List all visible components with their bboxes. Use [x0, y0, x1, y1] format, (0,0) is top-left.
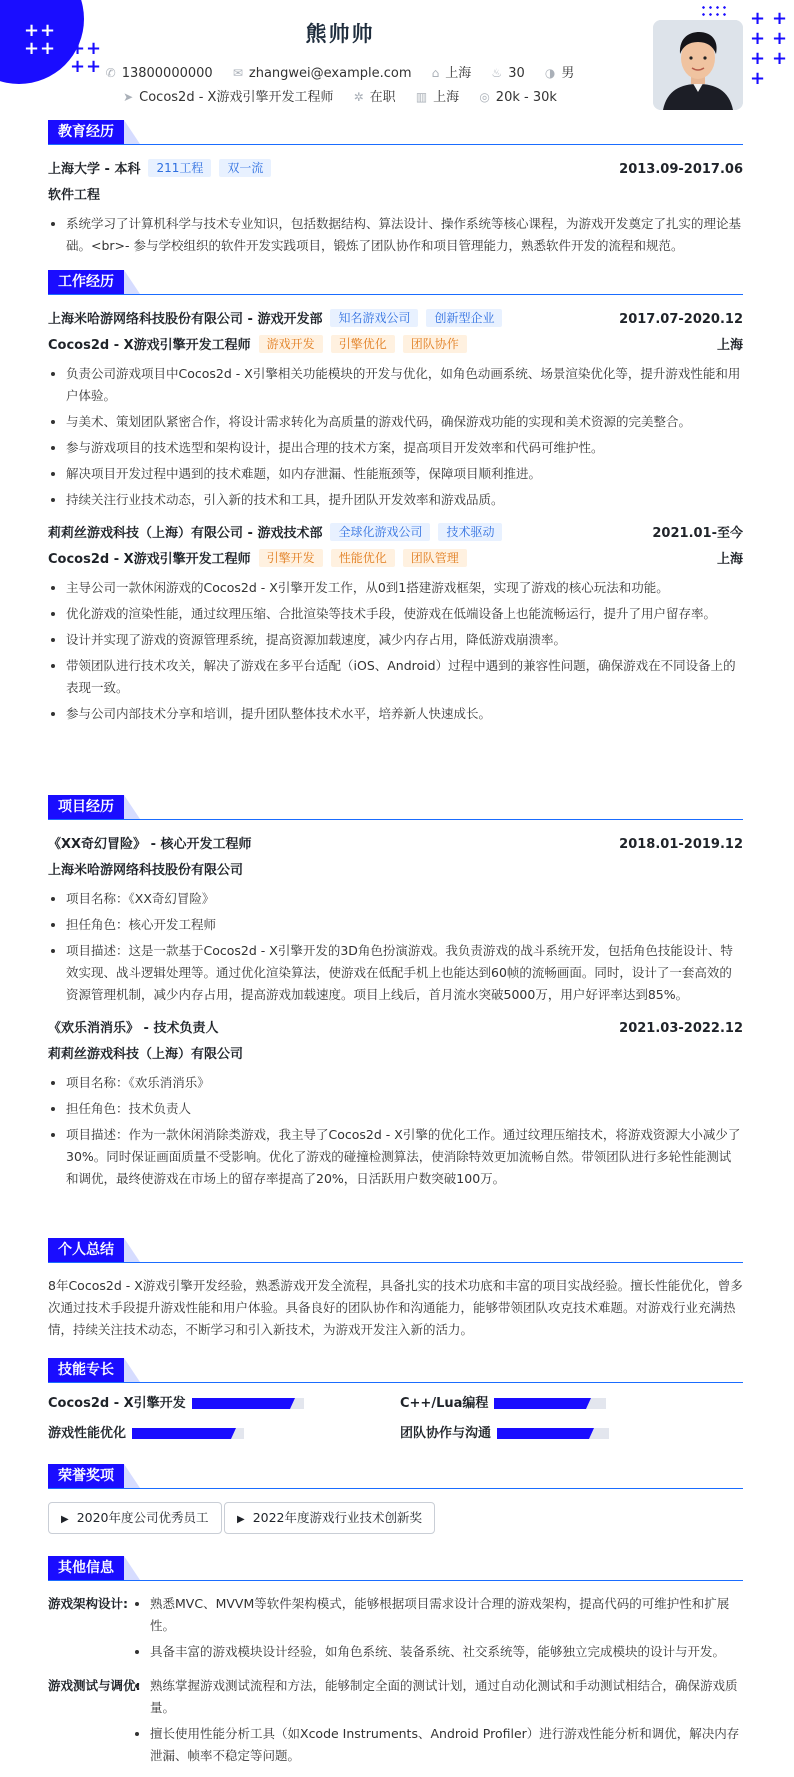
list-item: • 主导公司一款休闲游戏的Cocos2d - X引擎开发工作，从0到1搭建游戏框架，实现了游戏的核心玩法和功能。	[66, 577, 743, 599]
skill-name: 游戏性能优化	[48, 1426, 127, 1441]
plus-icon: +	[24, 20, 40, 41]
phone-text: 13800000000	[121, 66, 213, 81]
job-location: 上海	[716, 338, 743, 353]
role-line	[48, 549, 467, 571]
list-item: • 担任角色：技术负责人	[66, 1098, 743, 1120]
summary-title: 个人总结	[48, 1238, 124, 1262]
project-name: 《欢乐消消乐》 - 技术负责人	[48, 1021, 219, 1036]
company-line	[48, 523, 502, 545]
skills-title: 技能专长	[48, 1358, 124, 1382]
other-group-label: 游戏测试与调优:	[48, 1678, 141, 1693]
other-group-list	[132, 1675, 743, 1767]
school-name: 上海大学 - 本科	[48, 162, 141, 177]
phone-item	[106, 66, 213, 81]
plus-icon: +	[86, 56, 102, 77]
other-header	[48, 1556, 743, 1581]
avatar-photo	[653, 20, 743, 110]
other-group-label: 游戏架构设计:	[48, 1596, 128, 1611]
project-entry	[48, 1018, 743, 1190]
plus-icon: +	[40, 38, 56, 59]
triangle-icon: ▶	[61, 1514, 69, 1525]
company-row	[48, 309, 743, 331]
list-item: • 解决项目开发过程中遇到的技术难题，如内存泄漏、性能瓶颈等，保障项目顺利推进。	[66, 463, 743, 485]
plus-icon: +	[772, 8, 788, 29]
role-line	[48, 335, 467, 357]
plus-icon: +	[772, 28, 788, 49]
mail-icon: ✉	[232, 66, 243, 80]
project-row	[48, 1018, 743, 1040]
school-tag: 211工程	[148, 159, 211, 177]
work-header	[48, 270, 743, 295]
plus-icon: +	[750, 48, 766, 69]
list-item: • 具备丰富的游戏模块设计经验，如角色系统、装备系统、社交系统等，能够独立完成模块的设计与开发。	[150, 1641, 743, 1663]
list-item: • 负责公司游戏项目中Cocos2d - X引擎相关功能模块的开发与优化，如角色动画系统、场景渲染优化等，提升游戏性能和用户体验。	[66, 363, 743, 407]
job-duty-list	[48, 363, 743, 511]
plus-icon: +	[40, 20, 56, 41]
role-row	[48, 549, 743, 571]
skill-name: Cocos2d - X引擎开发	[48, 1396, 186, 1411]
skill-item	[400, 1424, 609, 1444]
company-line	[48, 309, 502, 331]
plus-icon: +	[24, 38, 40, 59]
role-tag: 团队管理	[403, 549, 467, 567]
skill-name: C++/Lua编程	[400, 1396, 489, 1411]
plus-icon: +	[750, 68, 766, 89]
plus-icon: +	[70, 38, 86, 59]
project-company: 莉莉丝游戏科技（上海）有限公司	[48, 1047, 244, 1062]
skills-section	[48, 1358, 743, 1458]
award-text: 2020年度公司优秀员工	[76, 1510, 209, 1525]
list-item: • 持续关注行业技术动态，引入新的技术和工具，提升团队开发效率和游戏品质。	[66, 489, 743, 511]
project-row	[48, 834, 743, 856]
list-item: • 项目名称：《XX奇幻冒险》	[66, 888, 743, 910]
plus-icon: +	[70, 56, 86, 77]
list-item: • 设计并实现了游戏的资源管理系统，提高资源加载速度，减少内存占用，降低游戏崩溃率。	[66, 629, 743, 651]
award-item	[224, 1502, 435, 1534]
project-entry	[48, 834, 743, 1006]
school-tag: 双一流	[219, 159, 271, 177]
company-tag: 全球化游戏公司	[330, 523, 430, 541]
project-name: 《XX奇幻冒险》 - 核心开发工程师	[48, 837, 252, 852]
email-text: zhangwei@example.com	[248, 66, 412, 81]
plus-icon: +	[750, 8, 766, 29]
phone-icon: ✆	[105, 66, 116, 80]
job-entry	[48, 309, 743, 511]
major-row	[48, 185, 743, 207]
work-title: 工作经历	[48, 270, 124, 294]
gender-item	[545, 62, 575, 81]
education-header	[48, 120, 743, 145]
contact-row	[0, 62, 680, 81]
skill-name: 团队协作与沟通	[400, 1426, 492, 1441]
education-section	[48, 120, 743, 261]
salary-item	[479, 90, 557, 105]
skill-item	[48, 1424, 244, 1444]
education-title: 教育经历	[48, 120, 124, 144]
project-detail-list	[48, 1072, 743, 1190]
building-icon: ▥	[415, 90, 428, 104]
role-tag: 性能优化	[331, 549, 395, 567]
plus-icon: +	[86, 38, 102, 59]
job-period: 2021.01-至今	[652, 526, 743, 541]
company-row	[48, 523, 743, 545]
job-period: 2017.07-2020.12	[619, 312, 743, 327]
skill-item	[400, 1394, 606, 1414]
city-text: 上海	[445, 66, 472, 81]
home-icon: ⌂	[431, 66, 440, 80]
list-item: • 担任角色：核心开发工程师	[66, 914, 743, 936]
school-line	[48, 159, 271, 181]
target-city-item	[416, 86, 459, 105]
company-tag: 知名游戏公司	[330, 309, 418, 327]
awards-section	[48, 1464, 743, 1544]
project-company: 上海米哈游网络科技股份有限公司	[48, 863, 244, 878]
email-item	[233, 66, 412, 81]
status-text: 在职	[369, 90, 396, 105]
other-title: 其他信息	[48, 1556, 124, 1580]
cake-icon: ♨	[491, 66, 503, 80]
list-item: • 擅长使用性能分析工具（如Xcode Instruments、Android Profiler）进行游戏性能分析和调优，解决内存泄漏、帧率不稳定等问题。	[150, 1723, 743, 1767]
summary-text: 8年Cocos2d - X游戏引擎开发经验，熟悉游戏开发全流程，具备扎实的技术功底和丰富的项目实战经验。擅长性能优化，曾多次通过技术手段提升游戏性能和用户体验。具备良好的团队协作和沟通能力，能够带领团队攻克技术难题。对游戏行业充满热情，持续关注技术动态，不断学习和引入新技术，为游戏开发注入新的活力。	[48, 1278, 743, 1337]
list-item: • 参与公司内部技术分享和培训，提升团队整体技术水平，培养新人快速成长。	[66, 703, 743, 725]
send-icon: ➤	[123, 90, 134, 104]
list-item: • 熟练掌握游戏测试流程和方法，能够制定全面的测试计划，通过自动化测试和手动测试相结合，确保游戏质量。	[150, 1675, 743, 1719]
project-period: 2018.01-2019.12	[619, 837, 743, 852]
project-company-row	[48, 860, 743, 882]
list-item: • 项目描述：这是一款基于Cocos2d - X引擎开发的3D角色扮演游戏。我负责游戏的战斗系统开发，包括角色技能设计、特效实现、战斗逻辑处理等。通过优化渲染算法，使游戏在低配手机上也能达到60帧的流畅画面。同时，设计了一套高效的资源管理机制，减少内存占用，提高游戏加载速度。项目上线后，首月流水突破5000万，用户好评率达到85%。	[66, 940, 743, 1006]
skill-bar	[494, 1398, 606, 1409]
awards-title: 荣誉奖项	[48, 1464, 124, 1488]
company-name: 莉莉丝游戏科技（上海）有限公司 - 游戏技术部	[48, 526, 323, 541]
plus-icon: +	[750, 28, 766, 49]
list-item: • 优化游戏的渲染性能，通过纹理压缩、合批渲染等技术手段，使游戏在低端设备上也能流畅运行，提升了用户留存率。	[66, 603, 743, 625]
list-item: • 系统学习了计算机科学与技术专业知识，包括数据结构、算法设计、操作系统等核心课程，为游戏开发奠定了扎实的理论基础。<br>- 参与学校组织的软件开发实践项目，锻炼了团队协作和项目管理能力，熟悉软件开发的流程和规范。	[66, 213, 743, 257]
coin-icon: ◎	[479, 90, 490, 104]
role-name: Cocos2d - X游戏引擎开发工程师	[48, 552, 251, 567]
skill-bar-fill	[494, 1398, 586, 1409]
major: 软件工程	[48, 188, 101, 203]
skill-item	[48, 1394, 304, 1414]
project-company-row	[48, 1044, 743, 1066]
job-location: 上海	[716, 552, 743, 567]
skills-header	[48, 1358, 743, 1383]
salary-text: 20k - 30k	[495, 90, 557, 105]
age-text: 30	[508, 66, 525, 81]
plus-icon: +	[772, 48, 788, 69]
job-duty-list	[48, 577, 743, 725]
project-title: 项目经历	[48, 795, 124, 819]
other-group	[48, 1593, 743, 1663]
role-tag: 团队协作	[403, 335, 467, 353]
list-item: • 项目描述：作为一款休闲消除类游戏，我主导了Cocos2d - X引擎的优化工作。通过纹理压缩技术，将游戏资源大小减少了30%。同时保证画面质量不受影响。优化了游戏的碰撞检测算法，使消除特效更加流畅自然。带领团队进行多轮性能测试和调优，最终使游戏在市场上的留存率提高了20%，日活跃用户数突破100万。	[66, 1124, 743, 1190]
project-header	[48, 795, 743, 820]
list-item: • 参与游戏项目的技术选型和架构设计，提出合理的技术方案，提高项目开发效率和代码可维护性。	[66, 437, 743, 459]
skill-bar-fill	[497, 1428, 589, 1439]
skill-bar-fill	[132, 1428, 231, 1439]
job-text: Cocos2d - X游戏引擎开发工程师	[139, 90, 334, 105]
role-tag: 引擎优化	[331, 335, 395, 353]
status-item	[354, 86, 396, 105]
skill-bar	[497, 1428, 609, 1439]
awards-header	[48, 1464, 743, 1489]
list-item: • 带领团队进行技术攻关，解决了游戏在多平台适配（iOS、Android）过程中遇到的兼容性问题，确保游戏在不同设备上的表现一致。	[66, 655, 743, 699]
education-period: 2013.09-2017.06	[619, 162, 743, 177]
skill-bar-fill	[192, 1398, 291, 1409]
company-tag: 技术驱动	[438, 523, 502, 541]
award-text: 2022年度游戏行业技术创新奖	[252, 1510, 423, 1525]
project-period: 2021.03-2022.12	[619, 1021, 743, 1036]
gender-text: 男	[561, 66, 575, 81]
target-city-text: 上海	[433, 90, 460, 105]
age-item	[491, 66, 524, 81]
skill-bar	[132, 1428, 244, 1439]
company-name: 上海米哈游网络科技股份有限公司 - 游戏开发部	[48, 312, 323, 327]
list-item: • 与美术、策划团队紧密合作，将设计需求转化为高质量的游戏代码，确保游戏功能的实现和美术资源的完美整合。	[66, 411, 743, 433]
gear-icon: ✲	[353, 90, 364, 104]
role-name: Cocos2d - X游戏引擎开发工程师	[48, 338, 251, 353]
list-item: • 熟悉MVC、MVVM等软件架构模式，能够根据项目需求设计合理的游戏架构，提高代码的可维护性和扩展性。	[150, 1593, 743, 1637]
city-item	[432, 62, 472, 81]
company-tag: 创新型企业	[426, 309, 502, 327]
candidate-name: 熊帅帅	[305, 22, 375, 46]
award-item	[48, 1502, 222, 1534]
triangle-icon: ▶	[237, 1514, 245, 1525]
job-row	[0, 86, 680, 105]
job-entry	[48, 523, 743, 725]
summary-header	[48, 1238, 743, 1263]
other-group	[48, 1675, 743, 1767]
job-item	[123, 86, 333, 105]
other-group-list	[132, 1593, 743, 1663]
education-row	[48, 159, 743, 181]
avatar	[653, 20, 743, 110]
project-detail-list	[48, 888, 743, 1006]
role-tag: 游戏开发	[259, 335, 323, 353]
summary-section	[48, 1238, 743, 1341]
list-item: • 项目名称：《欢乐消消乐》	[66, 1072, 743, 1094]
project-section	[48, 795, 743, 1194]
gender-icon: ◑	[544, 66, 556, 80]
other-section	[48, 1556, 743, 1771]
education-desc-list	[48, 213, 743, 257]
role-row	[48, 335, 743, 357]
skill-bar	[192, 1398, 304, 1409]
role-tag: 引擎开发	[259, 549, 323, 567]
work-section	[48, 270, 743, 729]
